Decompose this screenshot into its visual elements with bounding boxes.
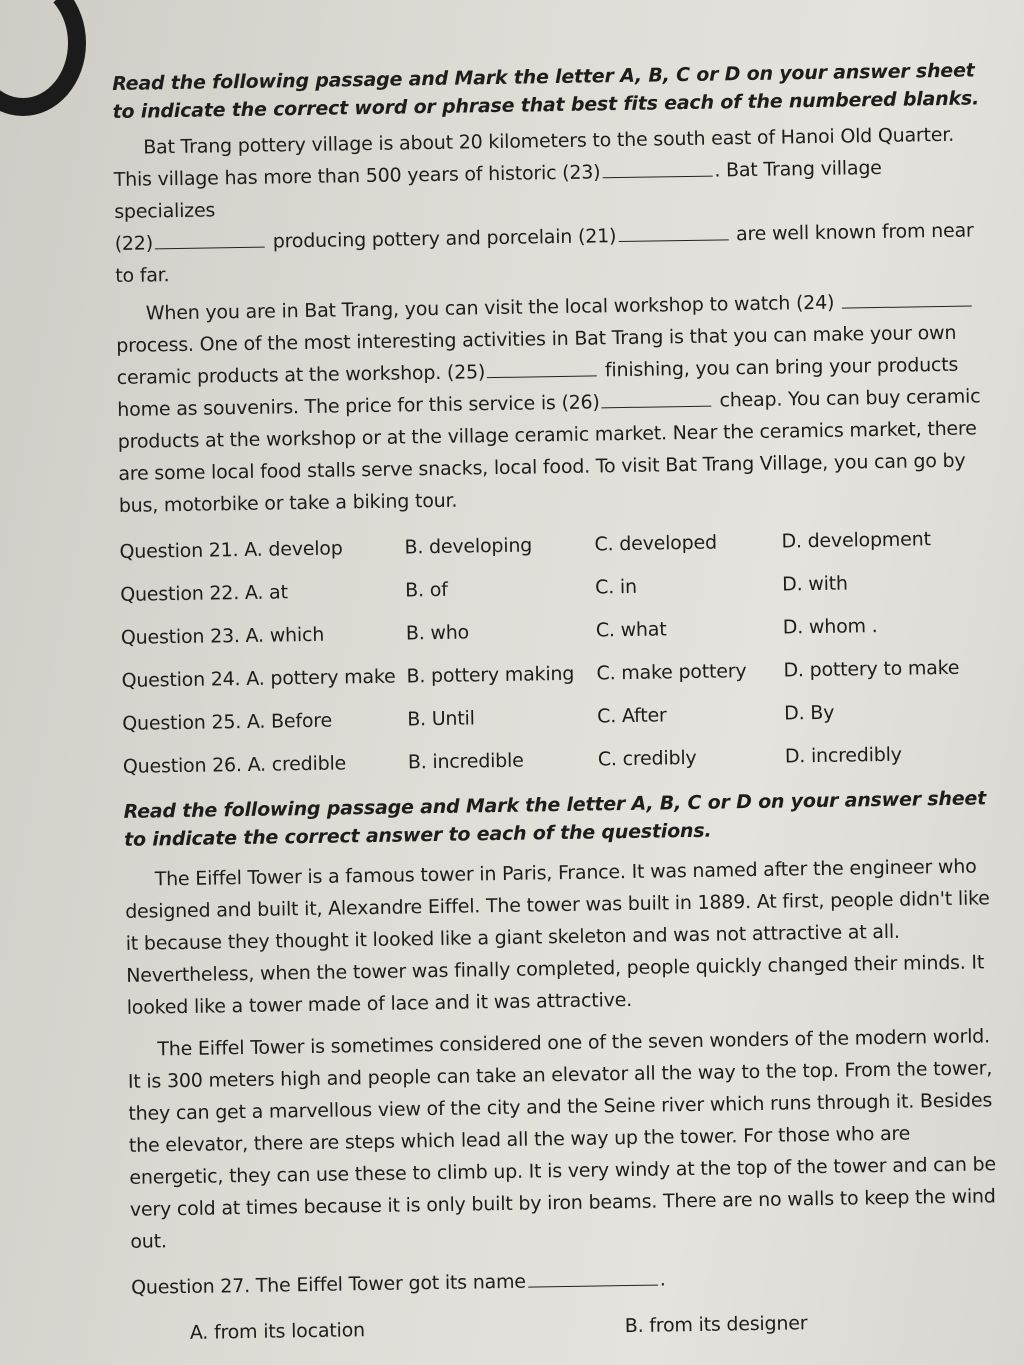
question-label-25[interactable]: Question 25. A. Before xyxy=(122,709,333,735)
binder-ring xyxy=(0,0,86,116)
option-b[interactable]: B. Until xyxy=(407,706,475,730)
option-b[interactable]: B. from its designer xyxy=(624,1312,808,1338)
reading-instruction: Read the following passage and Mark the letter A, B, C or D on your answer sheet to indicate the correct answer to each of the questions. xyxy=(123,787,987,851)
option-b[interactable]: B. pottery making xyxy=(406,662,575,687)
option-a[interactable]: A. from its location xyxy=(189,1319,366,1344)
option-b[interactable]: B. incredible xyxy=(407,749,524,773)
option-b[interactable]: B. developing xyxy=(404,533,533,558)
question-label-26[interactable]: Question 26. A. credible xyxy=(122,751,347,778)
option-c[interactable]: C. make pottery xyxy=(596,659,747,684)
reading-paragraph-2: The Eiffel Tower is sometimes considered one of the seven wonders of the modern world. It is 300 meters high and people can take an elevator all the way to the top. From the tower, they can get a marvellous view of the city and the Seine river which runs through it. Besides the elevator, there are steps which lead all the way up the tower. For those who are energetic, they can use these to climb up. It is very windy at the top of the tower and can be very cold at times because it is only built by iron beams. There are no walls to keep the wind out. xyxy=(127,1025,997,1253)
option-b[interactable]: B. of xyxy=(405,578,448,601)
cloze-paragraph-2: When you are in Bat Trang, you can visit the local workshop to watch (24) process. One of the most interesting activities in Bat Trang is that you can make your own ceramic products at the workshop. (25) finishing, you can bring your products home as souvenirs. The price for this service is (26) cheap. You can buy ceramic products at the workshop or at the village ceramic market. Near the ceramics market, there are some local food stalls serve snacks, local food. To visit Bat Trang Village, you can go by bus, motorbike or take a biking tour. xyxy=(116,284,989,522)
blank-24[interactable] xyxy=(842,288,972,309)
option-d[interactable]: D. with xyxy=(781,572,848,596)
option-d[interactable]: D. incredibly xyxy=(784,743,902,768)
question-label-23[interactable]: Question 23. A. which xyxy=(120,623,325,649)
option-c[interactable]: C. what xyxy=(595,617,667,641)
blank-25[interactable] xyxy=(487,357,597,378)
question-label-21[interactable]: Question 21. A. develop xyxy=(119,536,343,563)
cloze-questions-table xyxy=(119,516,993,788)
blank-21[interactable] xyxy=(618,221,728,242)
option-d[interactable]: D. pottery to make xyxy=(783,656,960,682)
question-label-24[interactable]: Question 24. A. pottery make xyxy=(121,665,396,692)
option-c[interactable]: C. After xyxy=(597,703,667,727)
blank-22[interactable] xyxy=(155,229,265,250)
option-d[interactable]: D. By xyxy=(784,701,835,725)
question-27-options xyxy=(132,1304,1002,1350)
question-label-22[interactable]: Question 22. A. at xyxy=(120,580,288,606)
option-c[interactable]: C. developed xyxy=(594,531,718,555)
option-c[interactable]: C. credibly xyxy=(597,746,697,770)
option-b[interactable]: B. who xyxy=(405,620,470,644)
blank-26[interactable] xyxy=(601,388,711,409)
question-27: Question 27. The Eiffel Tower got its name . xyxy=(130,1268,666,1299)
cloze-paragraph-1: Bat Trang pottery village is about 20 kilometers to the south east of Hanoi Old Quarter. This village has more than 500 years of historic (23) . Bat Trang village specializes (22) producing pottery and porcelain (21) are well known from near to far. xyxy=(113,123,974,287)
option-d[interactable]: D. development xyxy=(781,527,931,553)
option-d[interactable]: D. whom . xyxy=(782,614,878,639)
blank-27[interactable] xyxy=(528,1267,658,1288)
option-c[interactable]: C. in xyxy=(595,575,638,598)
cloze-instruction: Read the following passage and Mark the letter A, B, C or D on your answer sheet to indicate the correct word or phrase that best fits each of the numbered blanks. xyxy=(112,59,980,123)
worksheet-content xyxy=(112,56,1002,1350)
reading-paragraph-1: The Eiffel Tower is a famous tower in Paris, France. It was named after the engineer who designed and built it, Alexandre Eiffel. The tower was built in 1889. At first, people didn't like it because they thought it looked like a giant skeleton and was not attractive at all. Nevertheless, when the tower was finally completed, people quickly changed their minds. It looked like a tower made of lace and it was attractive. xyxy=(125,855,990,1019)
blank-23[interactable] xyxy=(602,158,712,179)
